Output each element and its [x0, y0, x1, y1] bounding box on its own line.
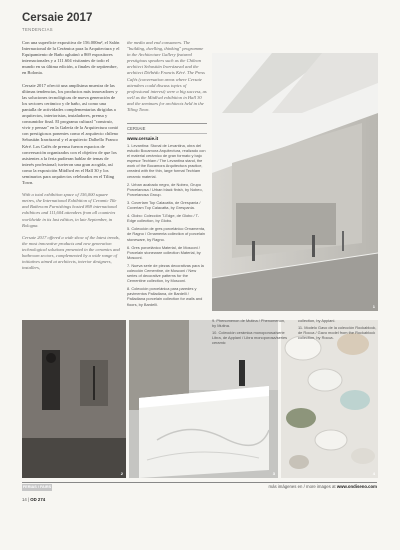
credit-url[interactable]: www.cersaie.it [127, 133, 207, 141]
credit-label: CERSAIE [127, 126, 146, 131]
image-number: 4 [372, 471, 375, 476]
caption: 2. Urban acabado negro, de Nobeo, Grupo Porcelanosa / Urban black finish, by Nobeo, Porcelanosa Group. [127, 181, 203, 197]
image-number: 3 [272, 471, 275, 476]
body-paragraph-english: the media and end consumers. The "building, dwelling, thinking" programme in the Architecture Gallery featured prestigious speakers such as the Chilean architect Sebastián Irarrázaval and the architect Diébédo Francis Kéré. The Press Cafés (conversation areas where Cersaie attendees could discuss topics of professional interest) were a big success, as well as the Mitdlwd exhibition in Hall 30 and the seminars for architects held in the Tiling Town. [127, 40, 207, 113]
article-title: Cersaie 2017 [22, 12, 93, 24]
stand-illustration [212, 53, 378, 311]
photo-levantina-stand [212, 53, 378, 311]
section-kicker: TENDENCIAS [22, 27, 53, 32]
bathroom-illustration [22, 320, 126, 478]
body-paragraph: Cersaie 2017 ofreció una amplísima muestra de las últimas tendencias, los productos más innovadores y las soluciones tecnológicas de nueva generación de los sectores cerámico y de baño, así como una pantalla de actividades complementarias dirigidas a arquitectos, interioristas, instaladores, prensa y consumidor final. El programa cultural "construir, vivir y pensar" en la Galería de la Arquitectura contó con prestigiosos ponentes como el arquitecto chileno Sebastián Irarrázaval y el arquitecto Dalbello Franco Kéré. Los Cafés de prensa fueron espacios de conversación organizados con el objetivo de que los asistentes a la feria pudieran hablar de temas de interés profesional; tuvieron una gran acogida, así como la exposición Mitdlwd en el Hall 30 y los seminarios para arquitectos celebrados en el Tiling Town. [22, 82, 119, 186]
caption-list [127, 143, 207, 310]
bottom-caption-col-1 [212, 318, 290, 347]
caption: 3. Coverlam Top Calacatta, de Grespania / Coverlam Top Calacatta, by Grespania. [127, 199, 201, 211]
footer-rule [22, 482, 377, 483]
washbasins-illustration [281, 320, 378, 478]
body-column-1 [22, 40, 120, 277]
bottom-caption-col-2 [298, 318, 378, 342]
more-images-url[interactable]: www.ondiseno.com [336, 484, 377, 489]
caption: 6. Gres porcelánico Material, de Mosconi / Porcelain stoneware collection Material, by Mosconi. [127, 244, 201, 260]
body-paragraph-english: Cersaie 2017 offered a wide show of the latest trends, the most innovative products and new generation technological solutions presented in the ceramics and bathroom sectors, complemented by a wide range of initiatives aimed at architects, interior designers, installers, [22, 234, 120, 271]
caption: 11. Modelo Gavo de la colección Rockablock, de Rocca / Gavo model from the Rockablock collection, by Rocca. [298, 325, 377, 341]
page-number: 14 [22, 497, 27, 502]
caption: 1. Levantina: Stonal de Levantina, obra del estudio Bocamora Arquitectura, realizado con el material cerámico de gran formato y bajo espesor Techlam / The Levantina stand, the work of the Bocamora Arquitectura practice, created with the thin, large format Techlam ceramic material. [127, 143, 206, 179]
caption: 10. Colección cerámica monoporosa/serie Libra, de Appiani / Libra monoporosa/series ceramic [212, 330, 288, 346]
caption: 9. Phenomenon de Mutina / Phenomenon, by Mutina. [212, 318, 286, 329]
credit-box [127, 123, 207, 141]
caption: 8. Colección porcelánica para paredes y pavimentos Palladiana, de Bardelli / Palladiana porcelain collection for walls and floors, by Bardelli. [127, 286, 203, 307]
caption: 4. Globo: Colección T-Edge, de Globo / T-Edge collection, by Globo. [127, 213, 200, 224]
image-number: 1 [372, 304, 375, 309]
body-paragraph-english: With a total exhibition space of 156,000 square metres, the International Exhibition of Ceramic Tile and Bathroom Furnishings hosted 869 international exhibitors and 111,604 attendees from all countries worldwide in its last edition, in late September, in Bologna. [22, 192, 117, 228]
issue-number: OD 274 [30, 497, 46, 502]
photo-bathroom-dark [22, 320, 126, 478]
body-paragraph: Con una superficie expositiva de 156.000m², el Salón Internacional de la Cerámica para la Arquitectura y el Equipamiento de Baño aglutinó a 869 expositores internacionales y a 111.604 visitantes de todo el mundo en su última edición, a finales de septiembre, en Bolonia. [22, 40, 120, 76]
caption: collection, by Appiani. [298, 318, 336, 323]
more-images-label: más imágenes en / more images at [268, 484, 337, 489]
body-column-2 [127, 40, 207, 119]
section-badge: FERIAS / FAIRS [22, 485, 52, 489]
caption: 5. Colección de gres porcelánico Ornamenta, de Ragno / Ornamenta collection of porcelain stoneware, by Ragno. [127, 226, 206, 242]
image-number: 2 [120, 471, 123, 476]
caption: 7. Nueva serie de piezas decorativas para la colección Cementine, de Mosconi / New series of decorative patterns for the Cementine collection, by Mosconi. [127, 262, 204, 284]
more-images-line [269, 484, 378, 489]
folio: 14 | OD 274 [22, 497, 46, 502]
photo-washbasins [281, 320, 378, 478]
